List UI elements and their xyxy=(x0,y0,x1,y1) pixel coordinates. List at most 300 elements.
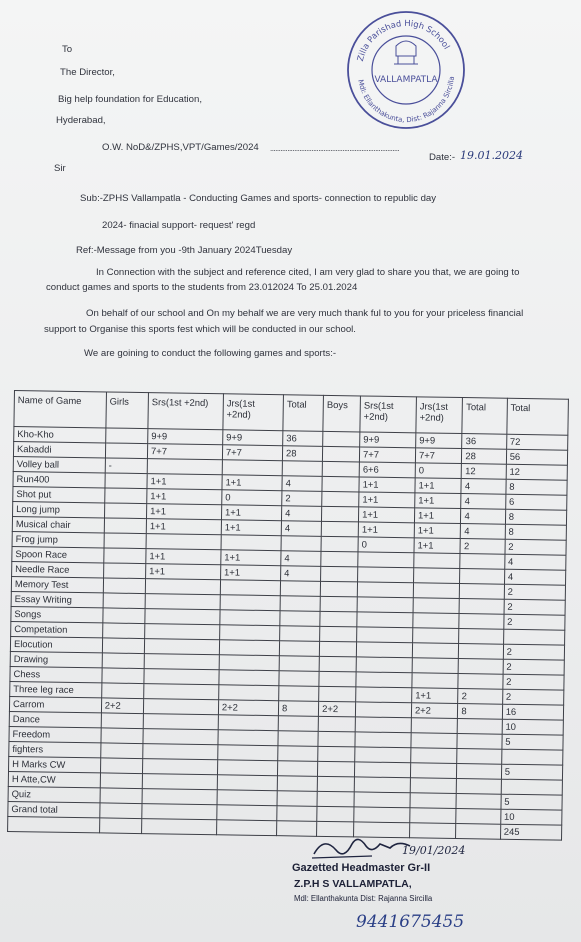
table-cell: 72 xyxy=(506,434,567,450)
phone-number: 9441675455 xyxy=(356,912,465,932)
table-cell: 2 xyxy=(460,539,505,555)
table-cell: 8 xyxy=(505,509,566,525)
table-cell xyxy=(104,518,146,534)
table-cell: 1+1 xyxy=(414,508,461,524)
table-cell xyxy=(501,749,562,765)
table-cell xyxy=(147,459,222,475)
table-cell xyxy=(413,598,460,614)
table-cell xyxy=(221,535,281,551)
table-cell xyxy=(320,611,357,627)
table-cell xyxy=(220,610,280,626)
table-cell xyxy=(220,595,280,611)
table-cell xyxy=(144,639,219,655)
table-cell: 4 xyxy=(461,509,506,525)
table-cell xyxy=(280,596,320,612)
table-cell xyxy=(355,762,411,778)
table-cell xyxy=(104,548,146,564)
table-cell xyxy=(278,746,318,762)
table-cell: 1+1 xyxy=(359,492,415,508)
game-name-cell: fighters xyxy=(9,741,101,757)
table-cell: 2 xyxy=(504,599,565,615)
table-cell: 28 xyxy=(462,449,507,465)
table-cell: 1+1 xyxy=(146,504,221,520)
table-cell xyxy=(457,779,502,795)
table-cell xyxy=(321,521,358,537)
table-cell: 2 xyxy=(282,491,322,507)
table-cell xyxy=(146,534,221,550)
table-cell xyxy=(143,699,218,715)
table-cell xyxy=(414,568,461,584)
table-cell: 1+1 xyxy=(359,477,415,493)
table-cell xyxy=(279,686,319,702)
table-cell: 5 xyxy=(502,734,563,750)
table-cell xyxy=(105,428,147,444)
table-cell xyxy=(144,654,219,670)
table-cell: 1+1 xyxy=(412,688,459,704)
table-cell: 16 xyxy=(502,704,563,720)
game-name-cell: Elocution xyxy=(10,636,102,652)
table-cell: 9+9 xyxy=(360,432,416,448)
table-cell xyxy=(355,747,411,763)
table-cell xyxy=(322,491,359,507)
table-cell: 2 xyxy=(502,689,563,705)
table-cell xyxy=(143,744,218,760)
table-cell xyxy=(277,791,317,807)
emblem-icon xyxy=(394,41,418,64)
table-cell xyxy=(100,788,142,804)
table-cell xyxy=(101,713,143,729)
table-cell xyxy=(142,789,217,805)
table-cell xyxy=(320,581,357,597)
table-cell xyxy=(319,686,356,702)
table-cell xyxy=(220,625,280,641)
table-cell xyxy=(278,716,318,732)
table-cell xyxy=(456,823,501,839)
table-cell xyxy=(102,638,144,654)
table-cell xyxy=(277,806,317,822)
game-name-cell: Memory Test xyxy=(11,576,103,592)
table-cell xyxy=(279,656,319,672)
table-cell xyxy=(459,659,504,675)
stamp-seal-icon xyxy=(344,8,468,132)
table-cell xyxy=(323,446,360,462)
table-cell xyxy=(354,807,410,823)
table-cell: 4 xyxy=(504,554,565,570)
header-cell: Total xyxy=(507,398,569,435)
table-cell xyxy=(100,773,142,789)
table-cell: - xyxy=(105,458,147,474)
table-cell xyxy=(279,671,319,687)
table-cell xyxy=(322,461,359,477)
table-cell xyxy=(100,758,142,774)
header-cell: Boys xyxy=(323,395,360,432)
table-cell xyxy=(104,533,146,549)
game-name-cell: Drawing xyxy=(10,651,102,667)
table-cell xyxy=(358,567,414,583)
table-cell: 2 xyxy=(458,689,503,705)
table-cell xyxy=(319,656,356,672)
game-name-cell: Carrom xyxy=(9,696,101,712)
table-cell xyxy=(142,774,217,790)
table-cell: 10 xyxy=(502,719,563,735)
table-cell xyxy=(412,673,459,689)
table-cell: 1+1 xyxy=(221,520,281,536)
table-cell xyxy=(503,629,564,645)
school-name: Z.P.H S VALLAMPATLA, xyxy=(294,878,412,890)
table-cell xyxy=(319,671,356,687)
table-cell: 36 xyxy=(462,434,507,450)
table-cell xyxy=(412,643,459,659)
header-cell: Srs(1st +2nd) xyxy=(360,396,416,433)
game-name-cell: Competation xyxy=(11,621,103,637)
table-cell xyxy=(460,569,505,585)
dotted-line: ........................................................................... xyxy=(270,144,400,153)
table-cell xyxy=(145,579,220,595)
table-cell xyxy=(280,581,320,597)
table-cell xyxy=(103,578,145,594)
table-cell xyxy=(218,730,278,746)
table-cell: 245 xyxy=(500,824,561,840)
table-cell xyxy=(318,761,355,777)
table-cell xyxy=(142,804,217,820)
table-cell xyxy=(354,792,410,808)
table-cell xyxy=(219,655,279,671)
table-cell: 1+1 xyxy=(221,505,281,521)
reference-number: O.W. NoD&/ZPHS,VPT/Games/2024 xyxy=(102,142,259,153)
header-cell: Srs(1st +2nd) xyxy=(148,393,223,430)
subject-line-1: Sub:-ZPHS Vallampatla - Conducting Games and sports- connection to republic day xyxy=(80,193,437,204)
table-cell xyxy=(411,718,458,734)
table-cell: 4 xyxy=(461,494,506,510)
game-name-cell xyxy=(8,816,100,832)
table-cell xyxy=(413,613,460,629)
table-cell xyxy=(355,717,411,733)
table-cell xyxy=(101,743,143,759)
table-cell: 2+2 xyxy=(411,703,458,719)
table-cell: 28 xyxy=(282,446,322,462)
table-cell: 0 xyxy=(222,490,282,506)
table-cell xyxy=(317,806,354,822)
table-cell: 1+1 xyxy=(222,475,282,491)
stamp-top-text: Zilla Parishad High School xyxy=(354,17,453,63)
table-cell xyxy=(456,809,501,825)
game-name-cell: Kabaddi xyxy=(13,442,105,458)
table-cell xyxy=(457,749,502,765)
table-cell xyxy=(458,674,503,690)
table-cell xyxy=(145,624,220,640)
table-cell: 4 xyxy=(282,506,322,522)
table-cell: 4 xyxy=(282,476,322,492)
subject-line-2: 2024- finacial support- request' regd xyxy=(102,220,256,231)
table-cell xyxy=(354,777,410,793)
header-cell: Girls xyxy=(106,392,149,429)
table-cell xyxy=(357,597,413,613)
table-cell xyxy=(145,609,220,625)
para3: We are goining to conduct the following games and sports:- xyxy=(84,348,337,359)
para1-line1: In Connection with the subject and reference cited, I am very glad to share you that, we are going to xyxy=(96,267,520,278)
table-cell xyxy=(321,566,358,582)
table-cell xyxy=(410,778,457,794)
game-name-cell: Grand total xyxy=(8,801,100,817)
table-cell xyxy=(219,670,279,686)
table-cell xyxy=(222,460,282,476)
table-cell: 2 xyxy=(504,584,565,600)
table-cell: 36 xyxy=(283,431,323,447)
table-cell xyxy=(282,461,322,477)
table-cell: 2 xyxy=(505,539,566,555)
table-cell xyxy=(411,733,458,749)
table-cell: 7+7 xyxy=(222,445,282,461)
table-cell xyxy=(103,608,145,624)
table-cell xyxy=(278,731,318,747)
school-stamp xyxy=(344,8,468,132)
table-cell: 12 xyxy=(506,464,567,480)
game-name-cell: Kho-Kho xyxy=(14,427,106,443)
table-cell xyxy=(217,790,277,806)
table-cell: 1+1 xyxy=(415,493,462,509)
table-cell: 5 xyxy=(501,764,562,780)
header-cell: Jrs(1st +2nd) xyxy=(416,397,463,434)
table-cell xyxy=(320,641,357,657)
table-cell xyxy=(357,627,413,643)
table-cell: 2 xyxy=(504,614,565,630)
organisation-name: Big help foundation for Education, xyxy=(58,94,203,105)
recipient-title: The Director, xyxy=(60,67,115,78)
table-cell: 0 xyxy=(415,463,462,479)
table-body xyxy=(8,427,568,841)
para2-line1: On behalf of our school and On my behalf we are very much thank ful to you for your priceless financial xyxy=(86,308,524,319)
table-cell xyxy=(219,640,279,656)
header-cell: Name of Game xyxy=(14,391,106,428)
date-value: 19.01.2024 xyxy=(460,149,523,162)
games-table xyxy=(7,390,569,841)
table-cell: 1+1 xyxy=(146,564,221,580)
table-cell xyxy=(460,554,505,570)
table-cell xyxy=(103,593,145,609)
table-cell: 1+1 xyxy=(221,550,281,566)
table-cell: 6 xyxy=(505,494,566,510)
table-cell: 1+1 xyxy=(147,474,222,490)
table-cell xyxy=(457,764,502,780)
table-cell: 1+1 xyxy=(220,565,280,581)
table-cell xyxy=(356,657,412,673)
table-cell xyxy=(279,641,319,657)
table-cell xyxy=(217,760,277,776)
table-cell: 4 xyxy=(281,551,321,567)
stamp-bottom-text: Mdl: Ellanthakunta, Dist: Rajanna Sircilla xyxy=(356,75,456,125)
table-cell: 4 xyxy=(461,479,506,495)
table-cell xyxy=(317,791,354,807)
table-cell: 9+9 xyxy=(416,433,463,449)
table-cell xyxy=(459,599,504,615)
game-name-cell: Spoon Race xyxy=(12,546,104,562)
game-name-cell: Quiz xyxy=(8,786,100,802)
table-cell xyxy=(459,629,504,645)
table-cell: 1+1 xyxy=(359,507,415,523)
table-cell: 2 xyxy=(503,659,564,675)
table-cell xyxy=(358,552,414,568)
table-cell: 8 xyxy=(506,479,567,495)
table-cell xyxy=(459,644,504,660)
games-table-wrapper xyxy=(7,390,569,859)
table-cell xyxy=(413,628,460,644)
designation: Gazetted Headmaster Gr-II xyxy=(292,862,431,874)
table-cell: 5 xyxy=(501,794,562,810)
para1-line2: conduct games and sports to the students from 23.012024 To 25.01.2024 xyxy=(46,282,358,293)
table-cell xyxy=(104,503,146,519)
table-cell xyxy=(142,819,217,835)
reference-line: Ref:-Message from you -9th January 2024Tuesday xyxy=(76,245,293,256)
table-cell xyxy=(277,776,317,792)
table-cell: 0 xyxy=(358,537,414,553)
table-cell xyxy=(318,716,355,732)
header-cell: Total xyxy=(283,395,324,432)
game-name-cell: Musical chair xyxy=(12,516,104,532)
header-cell: Total xyxy=(462,398,507,435)
table-cell: 8 xyxy=(505,524,566,540)
date-label: Date:- xyxy=(429,152,456,163)
table-cell: 2 xyxy=(503,644,564,660)
table-cell: 6+6 xyxy=(359,462,415,478)
table-cell xyxy=(357,582,413,598)
table-cell xyxy=(413,583,460,599)
table-cell xyxy=(412,658,459,674)
table-cell xyxy=(100,803,142,819)
table-cell xyxy=(217,805,277,821)
game-name-cell: Chess xyxy=(10,666,102,682)
table-cell xyxy=(101,683,143,699)
table-cell xyxy=(143,729,218,745)
table-cell xyxy=(457,734,502,750)
table-cell xyxy=(102,623,144,639)
table-cell: 12 xyxy=(462,464,507,480)
table-cell: 4 xyxy=(504,569,565,585)
table-cell: 8 xyxy=(458,704,503,720)
table-cell xyxy=(144,669,219,685)
table-cell xyxy=(280,611,320,627)
table-cell xyxy=(101,728,143,744)
table-cell: 2+2 xyxy=(218,700,278,716)
table-cell xyxy=(318,746,355,762)
table-cell: 7+7 xyxy=(359,447,415,463)
table-cell xyxy=(460,584,505,600)
table-cell xyxy=(320,626,357,642)
table-cell xyxy=(356,687,412,703)
table-cell: 4 xyxy=(281,521,321,537)
table-cell: 1+1 xyxy=(414,523,461,539)
table-cell: 8 xyxy=(278,701,318,717)
table-cell: 7+7 xyxy=(147,444,222,460)
table-cell xyxy=(280,626,320,642)
table-cell xyxy=(501,779,562,795)
salutation: Sir xyxy=(54,163,66,174)
table-cell xyxy=(102,653,144,669)
table-cell xyxy=(456,794,501,810)
table-cell: 1+1 xyxy=(414,538,461,554)
table-cell xyxy=(356,672,412,688)
table-cell xyxy=(410,808,457,824)
table-cell xyxy=(321,536,358,552)
table-cell xyxy=(322,506,359,522)
game-name-cell: Freedom xyxy=(9,726,101,742)
table-cell: 2+2 xyxy=(101,698,143,714)
game-name-cell: Dance xyxy=(9,711,101,727)
game-name-cell: Shot put xyxy=(13,486,105,502)
table-cell: 4 xyxy=(281,566,321,582)
table-cell: 1+1 xyxy=(147,489,222,505)
table-cell xyxy=(144,684,219,700)
table-cell xyxy=(220,580,280,596)
stamp-center-text: VALLAMPATLA xyxy=(374,75,438,85)
table-cell: 4 xyxy=(461,524,506,540)
table-cell xyxy=(356,642,412,658)
game-name-cell: H Atte,CW xyxy=(8,771,100,787)
table-cell xyxy=(357,612,413,628)
game-name-cell: H Marks CW xyxy=(9,756,101,772)
game-name-cell: Needle Race xyxy=(12,561,104,577)
table-cell xyxy=(355,732,411,748)
table-cell xyxy=(355,702,411,718)
table-cell: 7+7 xyxy=(415,448,462,464)
table-cell: 1+1 xyxy=(415,478,462,494)
table-cell xyxy=(317,776,354,792)
game-name-cell: Run400 xyxy=(13,471,105,487)
table-cell xyxy=(458,719,503,735)
table-cell xyxy=(216,820,276,836)
table-cell xyxy=(218,715,278,731)
table-cell: 1+1 xyxy=(146,549,221,565)
table-cell xyxy=(410,793,457,809)
table-cell xyxy=(103,563,145,579)
table-cell xyxy=(459,614,504,630)
table-cell: 10 xyxy=(500,809,561,825)
table-cell: 2+2 xyxy=(319,701,356,717)
game-name-cell: Long jump xyxy=(13,501,105,517)
table-cell xyxy=(217,775,277,791)
table-cell xyxy=(105,473,147,489)
table-cell xyxy=(102,668,144,684)
school-address: Mdl: Ellanthakunta Dist: Rajanna Sircilla xyxy=(294,894,433,903)
city-name: Hyderabad, xyxy=(56,115,106,126)
table-cell xyxy=(219,685,279,701)
table-cell xyxy=(410,763,457,779)
table-cell xyxy=(105,443,147,459)
table-cell xyxy=(321,551,358,567)
game-name-cell: Essay Writing xyxy=(11,591,103,607)
table-cell xyxy=(145,594,220,610)
table-cell: 56 xyxy=(506,449,567,465)
table-cell xyxy=(323,431,360,447)
table-cell xyxy=(411,748,458,764)
table-cell: 2 xyxy=(503,674,564,690)
table-cell xyxy=(218,745,278,761)
table-cell xyxy=(278,761,318,777)
table-cell: 1+1 xyxy=(358,522,414,538)
table-cell xyxy=(105,488,147,504)
table-cell xyxy=(281,536,321,552)
table-cell xyxy=(99,818,141,834)
para2-line2: support to Organise this sports fest which will be conducted in our school. xyxy=(44,324,356,335)
game-name-cell: Songs xyxy=(11,606,103,622)
table-cell xyxy=(320,596,357,612)
signature-date: 19/01/2024 xyxy=(402,844,466,857)
table-cell xyxy=(142,759,217,775)
table-cell xyxy=(143,714,218,730)
table-cell xyxy=(414,553,461,569)
to-label: To xyxy=(62,44,73,55)
table-cell: 1+1 xyxy=(146,519,221,535)
table-cell: 9+9 xyxy=(148,429,223,445)
